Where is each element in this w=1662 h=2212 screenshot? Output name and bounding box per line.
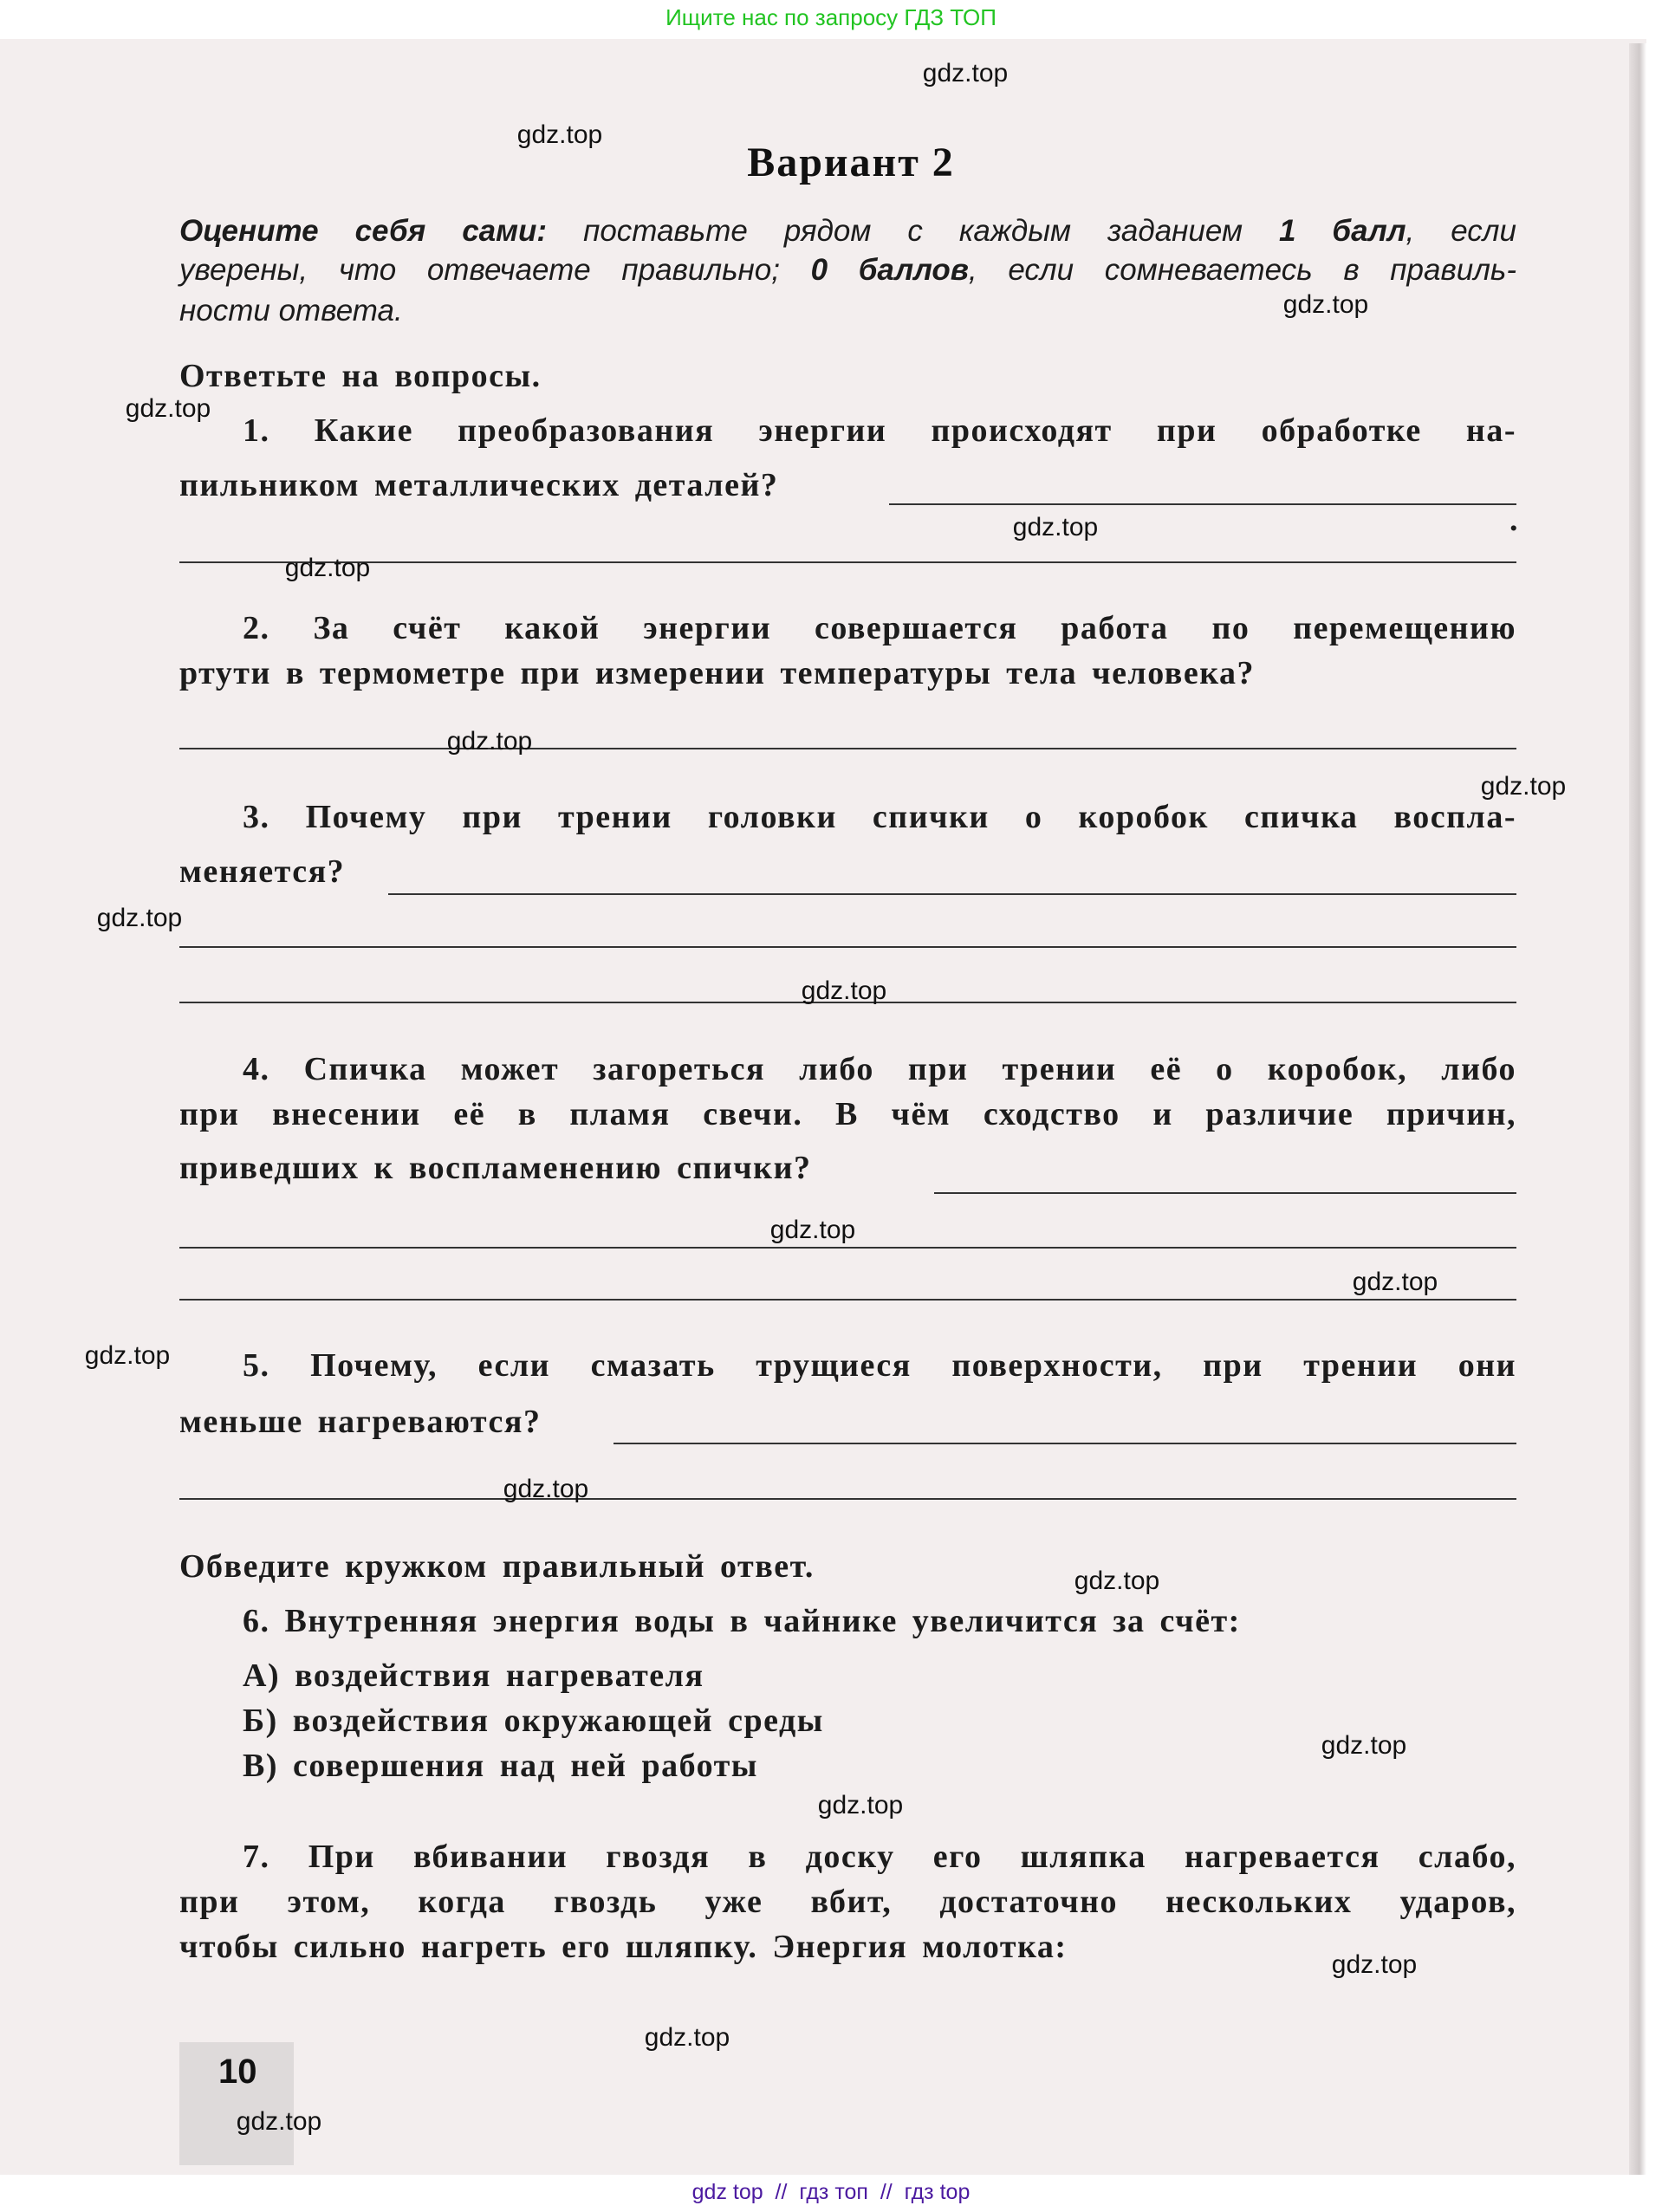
- question-5-line: 5. Почему, если смазать трущиеся поверхности, при трении они: [243, 1347, 1516, 1384]
- intro-line-1: [179, 214, 1516, 249]
- banner-text: Ищите нас по запросу ГДЗ ТОП: [665, 4, 997, 30]
- watermark: gdz.top: [801, 976, 887, 1005]
- watermark: gdz.top: [446, 727, 533, 756]
- question-3-line: меняется?: [179, 853, 346, 890]
- question-1-line: 1. Какие преобразования энергии происходят при обработке на-: [243, 412, 1516, 449]
- watermark: gdz.top: [503, 1475, 589, 1503]
- answer-line[interactable]: [889, 503, 1516, 505]
- watermark: gdz.top: [769, 1216, 856, 1244]
- watermark: gdz.top: [644, 2023, 730, 2052]
- intro-bold: 0 баллов: [810, 253, 969, 287]
- answer-option-c[interactable]: В) совершения над ней работы: [243, 1748, 758, 1784]
- answer-line[interactable]: [179, 1247, 1516, 1249]
- period: .: [1509, 502, 1519, 538]
- question-4-line: 4. Спичка может загореться либо при трении её о коробок, либо: [243, 1051, 1516, 1087]
- answer-line[interactable]: [179, 748, 1516, 749]
- answer-line[interactable]: [179, 946, 1516, 948]
- intro-text: уверены, что отвечаете правильно;: [179, 253, 811, 287]
- watermark: gdz.top: [1012, 513, 1099, 542]
- section-heading: Ответьте на вопросы.: [179, 358, 542, 394]
- question-6-line: 6. Внутренняя энергия воды в чайнике увеличится за счёт:: [243, 1603, 1241, 1639]
- intro-text: , если: [1406, 214, 1517, 248]
- watermark: gdz.top: [1074, 1567, 1160, 1595]
- intro-text: , если сомневаетесь в правиль-: [968, 253, 1516, 287]
- intro-text: поставьте рядом с каждым заданием: [547, 214, 1279, 248]
- question-7-line: 7. При вбивании гвоздя в доску его шляпка нагревается слабо,: [243, 1839, 1516, 1875]
- question-4-line: приведших к воспламенению спички?: [179, 1150, 812, 1186]
- watermark: gdz.top: [284, 554, 371, 582]
- answer-line[interactable]: [179, 1498, 1516, 1500]
- top-banner: [0, 0, 1662, 39]
- watermark: gdz.top: [922, 59, 1009, 88]
- footer-text: gdz top // гдз топ // гдз top: [691, 2180, 971, 2204]
- watermark: gdz.top: [236, 2107, 322, 2136]
- watermark: gdz.top: [817, 1791, 904, 1820]
- question-7-line: при этом, когда гвоздь уже вбит, достаточно нескольких ударов,: [179, 1884, 1516, 1920]
- page-number: 10: [218, 2053, 257, 2091]
- question-7-line: чтобы сильно нагреть его шляпку. Энергия молотка:: [179, 1929, 1068, 1965]
- page-title: Вариант 2: [747, 139, 955, 185]
- footer: [0, 2175, 1662, 2212]
- watermark: gdz.top: [1352, 1268, 1438, 1296]
- question-5-line: меньше нагреваются?: [179, 1404, 542, 1440]
- watermark: gdz.top: [1480, 772, 1567, 801]
- watermark: gdz.top: [84, 1341, 171, 1370]
- question-2-line: 2. За счёт какой энергии совершается работа по перемещению: [243, 610, 1516, 646]
- intro-bold: 1 балл: [1278, 214, 1406, 248]
- intro-line-2: [179, 253, 1516, 288]
- question-2-line: ртути в термометре при измерении температуры тела человека?: [179, 655, 1256, 691]
- answer-option-a[interactable]: А) воздействия нагревателя: [243, 1657, 704, 1694]
- answer-line[interactable]: [614, 1443, 1516, 1444]
- question-1-line: пильником металлических деталей?: [179, 467, 779, 503]
- answer-line[interactable]: [934, 1192, 1516, 1194]
- answer-line[interactable]: [179, 561, 1516, 563]
- watermark: gdz.top: [1331, 1950, 1418, 1979]
- question-3-line: 3. Почему при трении головки спички о коробок спичка воспла-: [243, 799, 1516, 835]
- question-4-line: при внесении её в пламя свечи. В чём сходство и различие причин,: [179, 1096, 1516, 1132]
- answer-line[interactable]: [388, 893, 1516, 895]
- watermark: gdz.top: [125, 394, 211, 423]
- intro-line-3: ности ответа.: [179, 294, 403, 328]
- watermark: gdz.top: [1321, 1731, 1407, 1760]
- answer-line[interactable]: [179, 1299, 1516, 1301]
- intro-bold: Оцените себя сами:: [179, 214, 548, 248]
- section-heading: Обведите кружком правильный ответ.: [179, 1548, 815, 1585]
- answer-option-b[interactable]: Б) воздействия окружающей среды: [243, 1703, 824, 1739]
- watermark: gdz.top: [1282, 290, 1369, 319]
- watermark: gdz.top: [96, 904, 183, 932]
- watermark: gdz.top: [516, 120, 603, 149]
- page-edge: [1629, 43, 1646, 2175]
- page-number-box: [179, 2042, 294, 2165]
